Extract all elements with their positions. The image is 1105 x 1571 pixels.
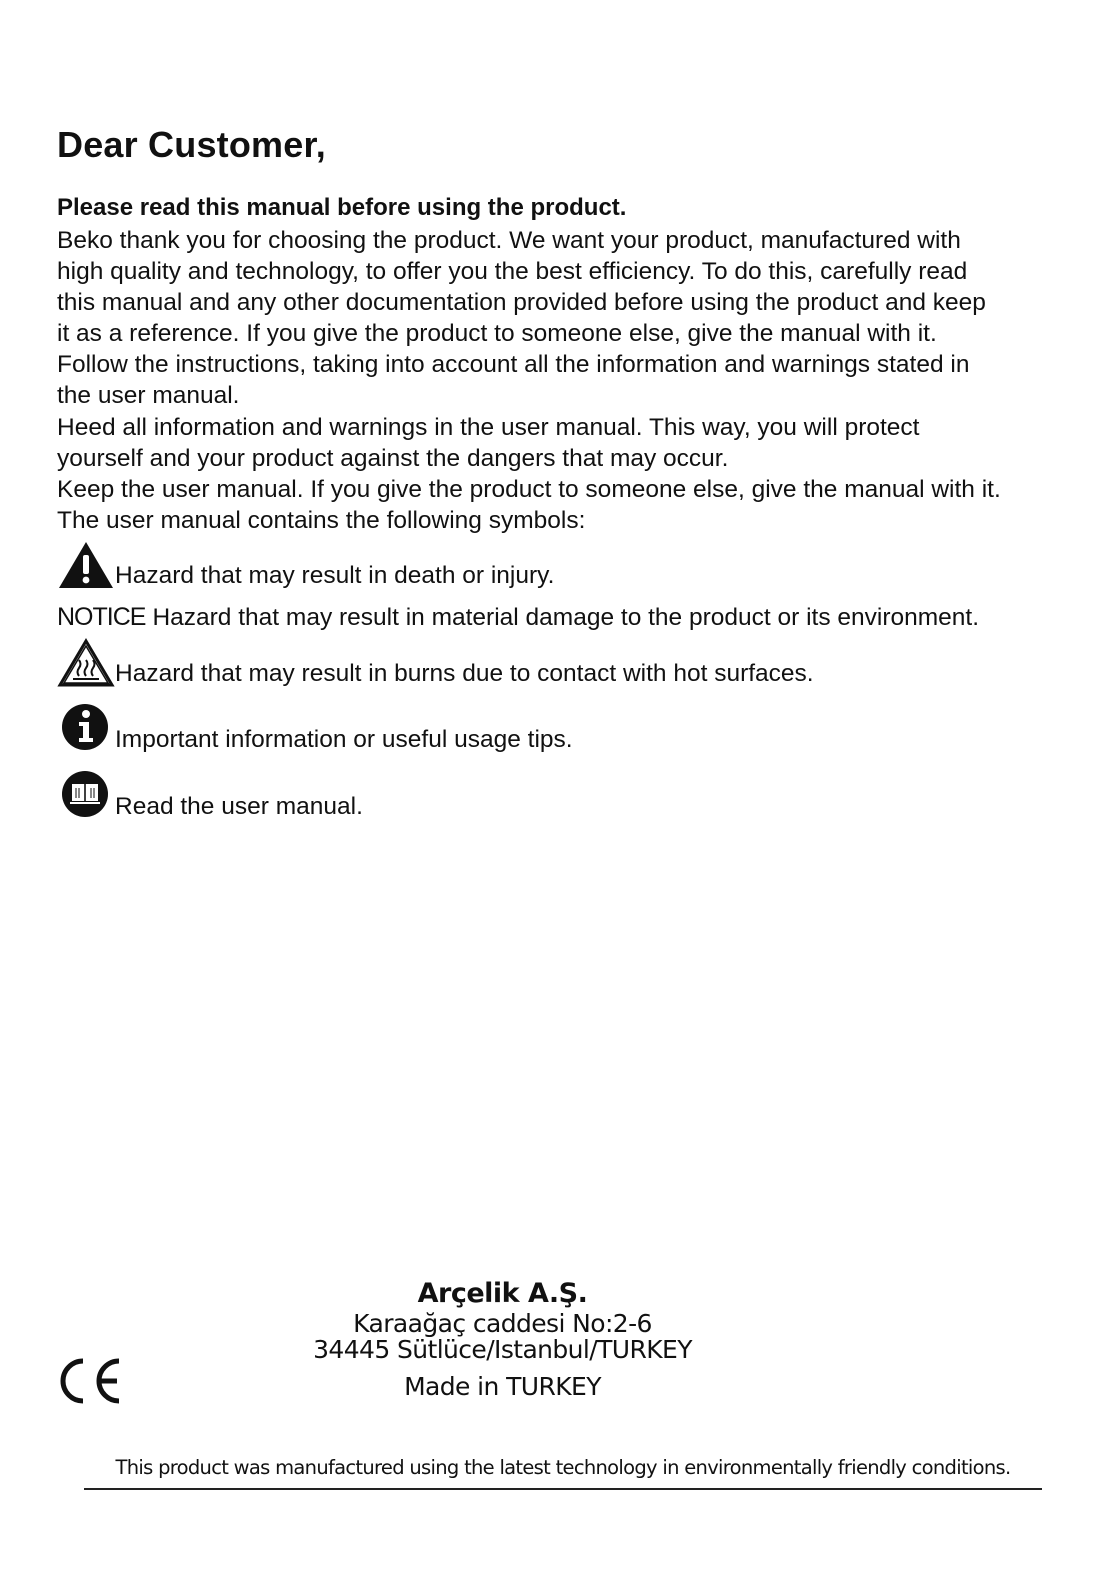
company-address-line1: Karaağaç caddesi No:2-6	[353, 1309, 652, 1338]
symbol-row-death-injury	[57, 540, 554, 590]
intro-line: the user manual.	[57, 382, 240, 410]
intro-line: this manual and any other documentation provided before using the product and keep	[57, 289, 986, 317]
symbol-row-info	[57, 704, 573, 754]
notice-label: NOTICE	[57, 603, 146, 631]
intro-line: Heed all information and warnings in the user manual. This way, you will protect	[57, 413, 920, 441]
hot-surface-icon	[57, 638, 115, 688]
symbol-text: Hazard that may result in material damage to the product or its environment.	[152, 604, 980, 631]
intro-line: it as a reference. If you give the product to someone else, give the manual with it.	[57, 320, 937, 348]
book-icon	[57, 771, 115, 821]
intro-line: yourself and your product against the dangers that may occur.	[57, 444, 729, 472]
symbol-text: Important information or useful usage tips.	[115, 726, 573, 753]
symbol-text: Hazard that may result in burns due to contact with hot surfaces.	[115, 660, 814, 687]
info-icon	[57, 704, 115, 754]
warning-triangle-icon	[57, 540, 115, 590]
symbol-text: Hazard that may result in death or injury.	[115, 562, 555, 589]
intro-line: Follow the instructions, taking into account all the information and warnings stated in	[57, 351, 970, 379]
company-origin: Made in TURKEY	[404, 1372, 601, 1401]
footer-note: This product was manufactured using the latest technology in environmentally friendly conditions.	[115, 1456, 1011, 1479]
symbol-row-read-manual	[57, 771, 363, 821]
intro-body	[57, 225, 1057, 536]
company-address-line2: 34445 Sütlüce/Istanbul/TURKEY	[313, 1335, 692, 1364]
intro-line: The user manual contains the following symbols:	[57, 506, 586, 534]
intro-line: high quality and technology, to offer you the best efficiency. To do this, carefully read	[57, 258, 968, 286]
symbol-text: Read the user manual.	[115, 793, 363, 820]
ce-mark-logo	[55, 1357, 123, 1410]
page-title: Dear Customer,	[57, 124, 326, 165]
footer-divider	[84, 1488, 1042, 1490]
symbol-row-hot-surface	[57, 638, 814, 688]
intro-heading: Please read this manual before using the product.	[57, 194, 627, 221]
intro-line: Beko thank you for choosing the product. We want your product, manufactured with	[57, 227, 961, 254]
company-name: Arçelik A.Ş.	[417, 1278, 588, 1309]
symbol-row-notice	[57, 603, 979, 632]
intro-line: Keep the user manual. If you give the product to someone else, give the manual with it.	[57, 475, 1001, 503]
